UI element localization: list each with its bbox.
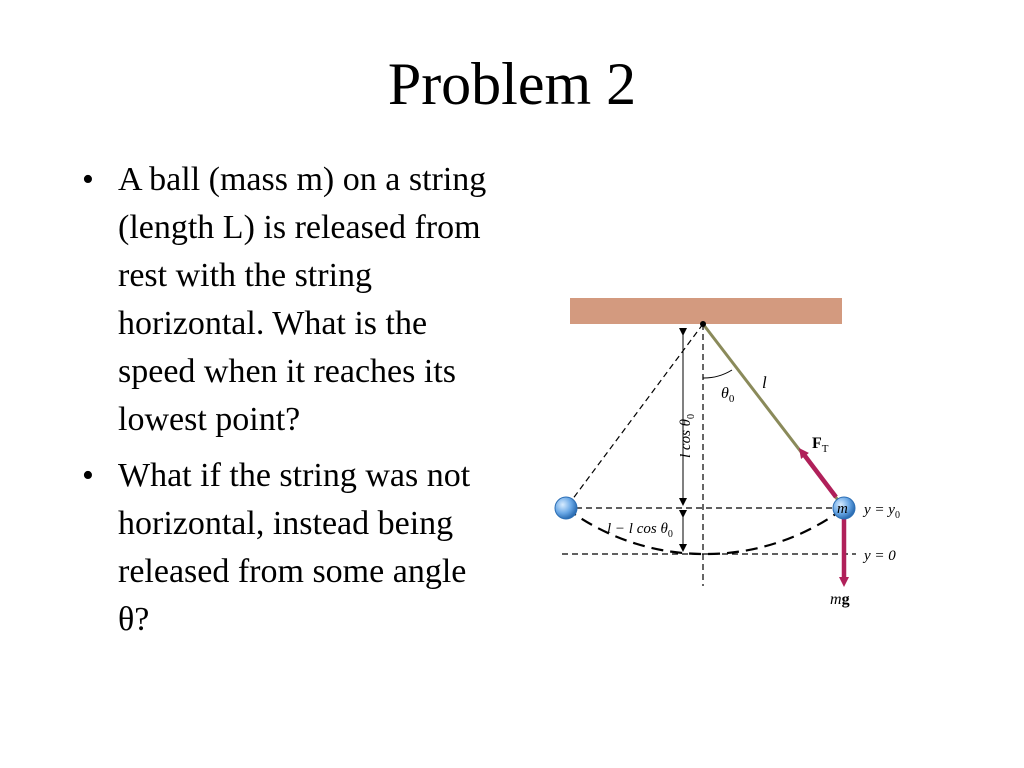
y-y0-label: $y = y_0$ <box>864 502 900 521</box>
bullet-symbol: • <box>82 161 94 198</box>
bullet-item <box>78 452 498 644</box>
theta-label: $\theta_0$ <box>721 385 735 405</box>
tension-force-arrow <box>802 452 836 497</box>
bullet-item <box>78 156 498 444</box>
weight-label: mg <box>830 591 850 608</box>
theta-angle-arc <box>703 370 732 378</box>
y-zero-label: y = 0 <box>864 548 896 564</box>
pivot-point <box>700 321 706 327</box>
ball-initial <box>555 497 577 519</box>
slide-title: Problem 2 <box>387 51 637 117</box>
lcos-label: l $\cos \theta_0$ <box>678 413 697 458</box>
drop-label: l − l $\cos \theta_0$ <box>607 521 673 540</box>
pendulum-diagram <box>540 290 940 620</box>
string-length-label: l <box>762 373 767 392</box>
bullet-list <box>78 156 498 652</box>
bullet-text: A ball (mass m) on a string (length L) is released from rest with the string horizontal. What is the speed when it reaches its lowest point? <box>118 161 487 438</box>
bullet-symbol: • <box>82 457 94 494</box>
mass-label: m <box>837 501 848 517</box>
initial-string-dashed <box>566 324 703 508</box>
bullet-text: What if the string was not horizontal, instead being released from some angle θ? <box>118 457 471 638</box>
tension-label: $F_T$ <box>812 435 829 455</box>
ceiling-bar <box>570 298 842 324</box>
